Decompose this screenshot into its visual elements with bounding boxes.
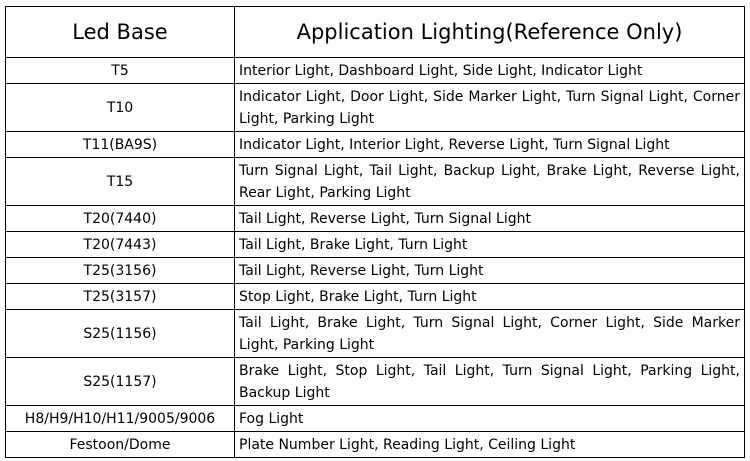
table-row bbox=[6, 358, 745, 406]
header-application-lighting: Application Lighting(Reference Only) bbox=[235, 7, 745, 58]
table-row bbox=[6, 406, 745, 432]
table-header-row bbox=[6, 7, 745, 58]
application-cell: Fog Light bbox=[235, 406, 745, 432]
led-base-cell: T25(3157) bbox=[6, 284, 235, 310]
led-application-table bbox=[5, 6, 745, 458]
application-cell: Stop Light, Brake Light, Turn Light bbox=[235, 284, 745, 310]
application-cell: Indicator Light, Interior Light, Reverse Light, Turn Signal Light bbox=[235, 132, 745, 158]
table-row bbox=[6, 206, 745, 232]
table-row bbox=[6, 284, 745, 310]
header-led-base: Led Base bbox=[6, 7, 235, 58]
led-base-cell: T20(7443) bbox=[6, 232, 235, 258]
table-row bbox=[6, 232, 745, 258]
led-base-cell: T15 bbox=[6, 158, 235, 206]
application-cell: Turn Signal Light, Tail Light, Backup Light, Brake Light, Reverse Light, Rear Light, Parking Light bbox=[235, 158, 745, 206]
table-row bbox=[6, 258, 745, 284]
table-row bbox=[6, 58, 745, 84]
table-row bbox=[6, 84, 745, 132]
application-cell: Tail Light, Reverse Light, Turn Light bbox=[235, 258, 745, 284]
led-base-cell: Festoon/Dome bbox=[6, 432, 235, 458]
application-cell: Plate Number Light, Reading Light, Ceiling Light bbox=[235, 432, 745, 458]
led-base-cell: T20(7440) bbox=[6, 206, 235, 232]
led-base-cell: T25(3156) bbox=[6, 258, 235, 284]
led-base-cell: T11(BA9S) bbox=[6, 132, 235, 158]
application-cell: Brake Light, Stop Light, Tail Light, Turn Signal Light, Parking Light, Backup Light bbox=[235, 358, 745, 406]
table-row bbox=[6, 158, 745, 206]
application-cell: Tail Light, Brake Light, Turn Signal Light, Corner Light, Side Marker Light, Parking Light bbox=[235, 310, 745, 358]
led-base-cell: H8/H9/H10/H11/9005/9006 bbox=[6, 406, 235, 432]
table-row bbox=[6, 432, 745, 458]
led-base-cell: S25(1157) bbox=[6, 358, 235, 406]
table-row bbox=[6, 310, 745, 358]
application-cell: Tail Light, Reverse Light, Turn Signal Light bbox=[235, 206, 745, 232]
led-base-cell: T10 bbox=[6, 84, 235, 132]
application-cell: Interior Light, Dashboard Light, Side Light, Indicator Light bbox=[235, 58, 745, 84]
led-base-cell: S25(1156) bbox=[6, 310, 235, 358]
application-cell: Tail Light, Brake Light, Turn Light bbox=[235, 232, 745, 258]
table-row bbox=[6, 132, 745, 158]
led-base-cell: T5 bbox=[6, 58, 235, 84]
table-body bbox=[6, 58, 745, 458]
application-cell: Indicator Light, Door Light, Side Marker Light, Turn Signal Light, Corner Light, Parking Light bbox=[235, 84, 745, 132]
